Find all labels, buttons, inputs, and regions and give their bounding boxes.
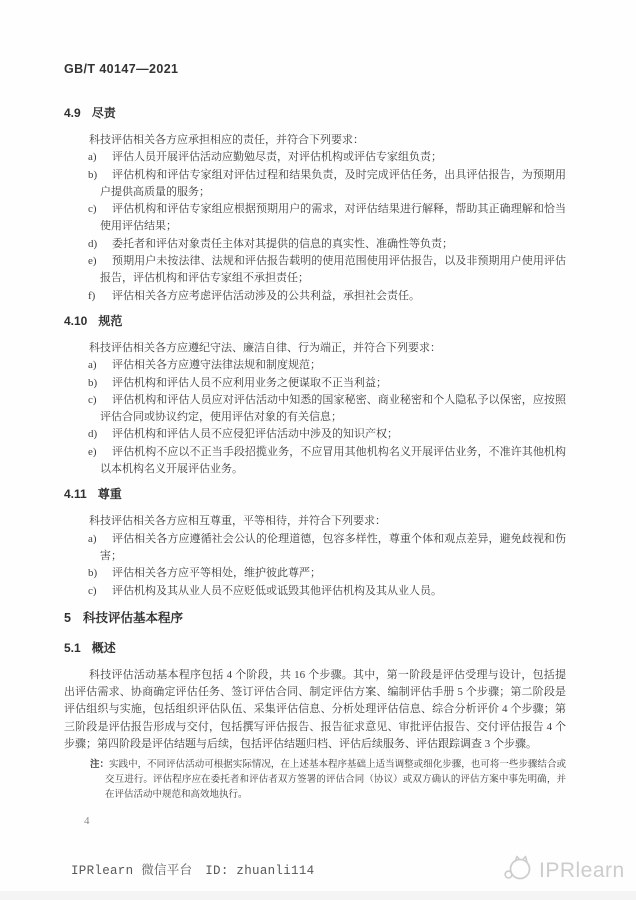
list-item-label: a) bbox=[88, 532, 97, 545]
section-heading-4-10 bbox=[64, 314, 566, 328]
list-item-label: d) bbox=[88, 237, 98, 250]
list-item-text: 评估相关各方应遵守法律法规和制度规范； bbox=[112, 359, 321, 372]
section-title: 尽责 bbox=[91, 106, 116, 120]
watermark bbox=[501, 852, 625, 890]
list-item bbox=[64, 288, 566, 305]
list-item-label: e) bbox=[88, 445, 97, 458]
list-item bbox=[64, 357, 566, 374]
list-item bbox=[64, 565, 566, 582]
page-content bbox=[64, 0, 566, 803]
section-number: 4.10 bbox=[64, 313, 88, 328]
section-number: 4.9 bbox=[64, 106, 81, 120]
list-item bbox=[64, 167, 566, 202]
list-item-label: b) bbox=[88, 168, 98, 181]
list-item-label: b) bbox=[88, 567, 98, 580]
note bbox=[64, 757, 566, 803]
list-item-text: 评估机构不应以不正当手段招揽业务，不应冒用其他机构名义开展评估业务，不准许其他机构以本机构名义开展评估业务。 bbox=[100, 445, 566, 476]
list-item-label: c) bbox=[88, 203, 97, 216]
list-item-label: b) bbox=[88, 376, 98, 389]
list-item-text: 评估相关各方应遵循社会公认的伦理道德，包容多样性，尊重个体和观点差异，避免歧视和伤害； bbox=[100, 532, 566, 562]
list-item-text: 委托者和评估对象责任主体对其提供的信息的真实性、准确性等负责； bbox=[112, 237, 453, 250]
section-number: 4.11 bbox=[64, 487, 87, 502]
list-item bbox=[64, 444, 566, 479]
section-list bbox=[64, 357, 566, 478]
note-label: 注： bbox=[90, 759, 110, 771]
page-number: 4 bbox=[84, 815, 90, 827]
section-intro: 科技评估相关各方应遵纪守法、廉洁自律、行为端正，并符合下列要求： bbox=[89, 341, 441, 354]
list-item-text: 评估相关各方应平等相处，维护彼此尊严； bbox=[112, 567, 321, 580]
list-item-label: a) bbox=[88, 151, 97, 164]
section-list bbox=[64, 531, 566, 600]
chapter-title: 科技评估基本程序 bbox=[82, 610, 183, 625]
list-item bbox=[64, 375, 566, 392]
list-item-label: d) bbox=[88, 428, 98, 441]
section-title: 尊重 bbox=[97, 487, 122, 502]
list-item-text: 评估机构及其从业人员不应贬低或诋毁其他评估机构及其从业人员。 bbox=[112, 584, 442, 597]
list-item bbox=[64, 253, 566, 288]
subsection-number: 5.1 bbox=[64, 640, 81, 655]
list-item-text: 评估机构和评估人员应对评估活动中知悉的国家秘密、商业秘密和个人隐私予以保密，应按照评估合同或协议约定，使用评估对象的有关信息； bbox=[100, 393, 566, 424]
note-text: 实践中，不同评估活动可根据实际情况，在上述基本程序基础上适当调整或细化步骤，也可将一些步骤结合或交互进行。评估程序应在委托者和评估者双方签署的评估合同（协议）或双方确认的评估方案中事先明确，并在评估活动中规范和高效地执行。 bbox=[105, 760, 566, 801]
list-item-label: a) bbox=[88, 359, 97, 372]
chapter-number: 5 bbox=[64, 610, 71, 625]
list-item-text: 预期用户未按法律、法规和评估报告载明的使用范围使用评估报告，以及非预期用户使用评估报告，评估机构和评估专家组不承担责任； bbox=[100, 255, 566, 285]
page-bottom-edge bbox=[0, 891, 636, 900]
list-item-label: c) bbox=[88, 584, 97, 597]
list-item-label: c) bbox=[88, 393, 97, 406]
iprlearn-cat-logo-icon bbox=[501, 852, 534, 890]
section-heading-4-11 bbox=[64, 487, 566, 501]
list-item bbox=[64, 201, 566, 236]
list-item bbox=[64, 583, 566, 600]
chapter-heading bbox=[64, 611, 566, 626]
list-item-text: 评估机构和评估人员不应侵犯评估活动中涉及的知识产权； bbox=[112, 428, 398, 441]
section-heading-4-9 bbox=[64, 106, 566, 120]
list-item-text: 评估机构和评估人员不应利用业务之便谋取不正当利益； bbox=[112, 376, 387, 389]
section-intro: 科技评估相关各方应相互尊重，平等相待，并符合下列要求： bbox=[89, 515, 386, 528]
list-item bbox=[64, 236, 566, 253]
section-title: 规范 bbox=[98, 313, 123, 328]
list-item-label: f) bbox=[88, 289, 96, 302]
subsection-title: 概述 bbox=[91, 640, 116, 655]
list-item bbox=[64, 531, 566, 566]
list-item-label: e) bbox=[88, 255, 97, 268]
list-item-text: 评估人员开展评估活动应勤勉尽责，对评估机构或评估专家组负责； bbox=[112, 151, 442, 164]
list-item-text: 评估机构和评估专家组应根据预期用户的需求，对评估结果进行解释，帮助其正确理解和恰当使用评估结果； bbox=[100, 203, 566, 233]
list-item bbox=[64, 392, 566, 427]
list-item bbox=[64, 149, 566, 166]
watermark-text: IPRlearn bbox=[539, 859, 625, 882]
section-list bbox=[64, 149, 566, 305]
section-intro: 科技评估相关各方应承担相应的责任，并符合下列要求： bbox=[89, 134, 364, 146]
overview-paragraph: 科技评估活动基本程序包括 4 个阶段，共 16 个步骤。其中，第一阶段是评估受理与设计，包括提出评估需求、协商确定评估任务、签订评估合同、制定评估方案、编制评估手册 5 个步骤；第二阶段是评估组织与实施，包括组织评估队伍、采集评估信息、分析处理评估信息、综合分析评价 4 个步骤；第三阶段是评估报告形成与交付，包括撰写评估报告、报告征求意见、审批评估报告、交付评估报告 4 个步骤；第四阶段是评估结题与后续，包括评估结题归档、评估后续服务、评估跟踪调查 3 个步骤。 bbox=[64, 668, 566, 751]
standard-number-header: GB/T 40147—2021 bbox=[64, 62, 179, 76]
list-item-text: 评估机构和评估专家组对评估过程和结果负责，及时完成评估任务，出具评估报告，为预期用户提供高质量的服务； bbox=[100, 168, 566, 198]
footer-credit: IPRlearn 微信平台 ID: zhuanli114 bbox=[71, 864, 315, 878]
subsection-heading-5-1 bbox=[64, 641, 566, 655]
list-item bbox=[64, 426, 566, 443]
list-item-text: 评估相关各方应考虑评估活动涉及的公共利益，承担社会责任。 bbox=[112, 289, 420, 302]
